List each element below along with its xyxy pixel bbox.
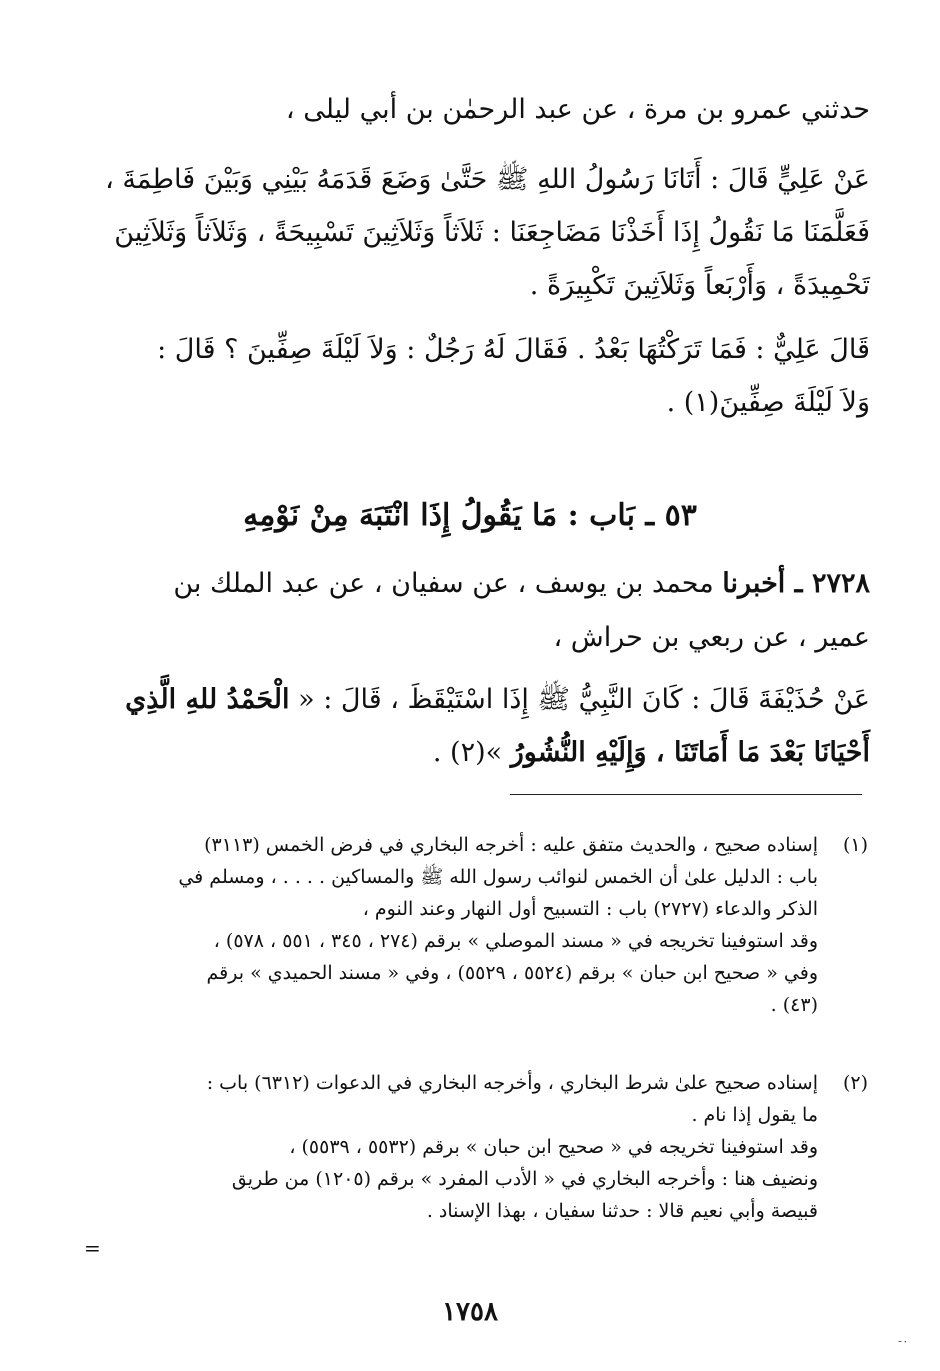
footnote-separator	[510, 794, 862, 795]
hadith-text-line-1: عَنْ عَلِيٍّ قَالَ : أَتَانَا رَسُولُ اللهِ ﷺ حَتَّىٰ وَضَعَ قَدَمَهُ بَيْنِي وَبَيْنَ فَاطِمَةَ ،	[105, 164, 870, 195]
footnote-1-line: (٤٣) .	[770, 994, 818, 1016]
hadith-text-line-3: تَحْمِيدَةً ، وَأَرْبَعاً وَثَلاَثِينَ تَكْبِيرَةً .	[529, 270, 870, 301]
footnote-1-line: الذكر والدعاء (٢٧٢٧) باب : التسبيح أول النهار وعند النوم ،	[362, 898, 818, 920]
footnote-2-line: ما يقول إذا نام .	[691, 1104, 818, 1126]
hadith-number: ٢٧٢٨ ـ أخبرنا	[722, 568, 870, 599]
hadith-2728-isnad-line-2: عمير ، عن ربعي بن حراش ،	[553, 622, 870, 653]
footnote-2-line: ونضيف هنا : وأخرجه البخاري في « الأدب المفرد » برقم (١٢٠٥) من طريق	[231, 1168, 818, 1190]
footnote-1-line: وقد استوفينا تخريجه في « مسند الموصلي » برقم (٢٧٤ ، ٣٤٥ ، ٥٥١ ، ٥٧٨) ،	[213, 930, 818, 952]
hadith-2728-text-line-2	[433, 735, 870, 771]
footnote-1-line: باب : الدليل علىٰ أن الخمس لنوائب رسول الله ﷺ والمساكين . . . . ، ومسلم في	[178, 866, 818, 888]
corner-mark: ٠-	[898, 1334, 909, 1348]
hadith-2728-text-line-1	[125, 682, 870, 718]
footnote-1-number: (١)	[842, 834, 868, 856]
narration-text: عَنْ حُذَيْفَةَ قَالَ : كَانَ النَّبِيُّ ﷺ إِذَا اسْتَيْقَظَ ، قَالَ : «	[289, 684, 870, 715]
footnote-2-line: قبيصة وأبي نعيم قالا : حدثنا سفيان ، بهذا الإسناد .	[426, 1200, 818, 1222]
hadith-text-line-2: فَعَلَّمَنَا مَا نَقُولُ إِذَا أَخَذْنَا مَضَاجِعَنَا : ثَلاَثاً وَثَلاَثِينَ تَسْبِيحَةً ، وَثَلاَثاً وَثَلاَثِينَ	[114, 217, 870, 248]
hadith-2728-isnad-line-1	[173, 566, 870, 602]
footnote-1-line: وفي « صحيح ابن حبان » برقم (٥٥٢٤ ، ٥٥٢٩) ، وفي « مسند الحميدي » برقم	[206, 962, 818, 984]
footnote-1-line: إسناده صحيح ، والحديث متفق عليه : أخرجه البخاري في فرض الخمس (٣١١٣)	[204, 834, 818, 856]
quote-close: »(٢) .	[432, 737, 511, 768]
dua-text: أَحْيَانَا بَعْدَ مَا أَمَاتَنَا ، وَإِلَيْهِ النُّشُورُ	[510, 737, 870, 768]
dua-text: الْحَمْدُ للهِ الَّذِي	[125, 684, 290, 715]
footnote-2-line: وقد استوفينا تخريجه في « صحيح ابن حبان » برقم (٥٥٣٢ ، ٥٥٣٩) ،	[289, 1136, 818, 1158]
continuation-mark: =	[84, 1236, 101, 1260]
footnote-2-number: (٢)	[842, 1072, 868, 1094]
hadith-text-line-5: وَلاَ لَيْلَةَ صِفِّينَ(١) .	[666, 387, 870, 418]
isnad-line: حدثني عمرو بن مرة ، عن عبد الرحمٰن بن أبي ليلى ،	[285, 94, 870, 125]
footnote-2-line: إسناده صحيح علىٰ شرط البخاري ، وأخرجه البخاري في الدعوات (٦٣١٢) باب :	[206, 1072, 818, 1094]
hadith-text-line-4: قَالَ عَلِيٌّ : فَمَا تَرَكْتُهَا بَعْدُ . فَقَالَ لَهُ رَجُلٌ : وَلاَ لَيْلَةَ صِفِّينَ ؟ قَالَ :	[157, 334, 870, 365]
chapter-heading: ٥٣ ـ بَاب : مَا يَقُولُ إِذَا انْتَبَهَ مِنْ نَوْمِهِ	[243, 498, 697, 533]
isnad-text: محمد بن يوسف ، عن سفيان ، عن عبد الملك بن	[173, 568, 723, 599]
page-number: ١٧٥٨	[442, 1297, 498, 1327]
